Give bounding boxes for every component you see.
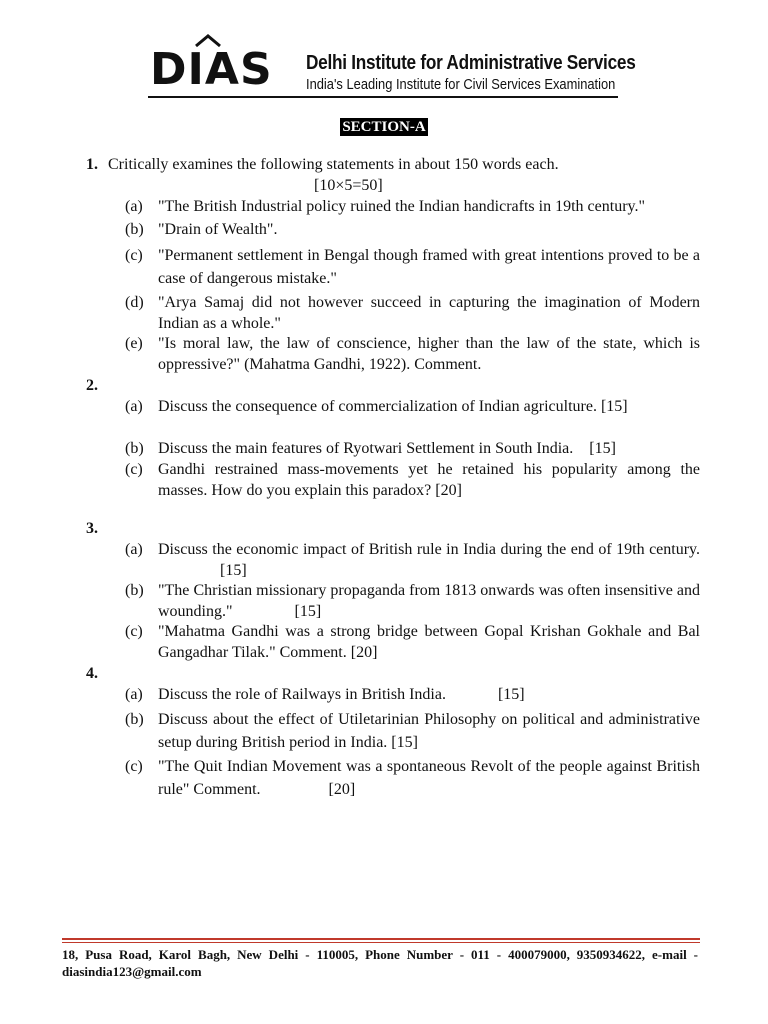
item-marks: [20] [328,781,356,798]
item-text: "Permanent settlement in Bengal though framed with great intentions proved to be a case of dangerous mistake." [158,247,700,287]
item-text [158,539,700,581]
question-item [125,580,700,622]
item-text-body: "The Quit Indian Movement was a spontaneous Revolt of the people against British rule" Comment. [158,758,700,798]
question-item [125,396,700,417]
item-label: (a) [125,541,143,558]
item-text [158,580,700,622]
question-number: 1. [86,156,98,173]
question-item [125,333,700,375]
item-text-body: Discuss the role of Railways in British India. [158,686,446,703]
institute-name: Delhi Institute for Administrative Services [306,52,636,74]
item-label: (c) [125,461,143,478]
item-marks: [15] [497,686,525,703]
question-item [125,459,700,501]
question-item [125,621,700,663]
question-item [125,708,700,754]
page-header [148,34,636,98]
question-number: 2. [86,377,98,394]
item-label: (c) [125,623,143,640]
item-label: (b) [125,221,144,238]
question-item [125,755,700,801]
item-text-body: Discuss the economic impact of British rule in India during the end of 19th century. [158,541,700,558]
item-label: (a) [125,686,143,703]
question-number: 4. [86,665,98,682]
item-label: (a) [125,398,143,415]
item-text: Discuss the consequence of commercialization of Indian agriculture. [15] [158,398,628,415]
question-item [125,219,700,240]
item-text: Gandhi restrained mass-movements yet he retained his popularity among the masses. How do you explain this paradox? [20] [158,461,700,499]
item-label: (c) [125,247,143,264]
institute-tagline: India's Leading Institute for Civil Services Examination [306,76,616,93]
item-marks: [15] [294,603,322,620]
question-item [125,292,700,334]
item-label: (e) [125,335,143,352]
item-text: "Mahatma Gandhi was a strong bridge between Gopal Krishan Gokhale and Bal Gangadhar Tilak." Comment. [20] [158,623,700,661]
item-label: (c) [125,758,143,775]
item-text: "Drain of Wealth". [158,221,278,238]
item-text: "Is moral law, the law of conscience, higher than the law of the state, which is oppressive?" (Mahatma Gandhi, 1922). Comment. [158,335,700,373]
dias-logo [150,34,290,94]
question-text: Critically examines the following statements in about 150 words each. [108,156,559,173]
header-divider [148,96,618,98]
section-title: SECTION-A [342,119,426,135]
question-item [125,438,700,459]
item-label: (d) [125,294,144,311]
question-marks: [10×5=50] [314,177,383,194]
footer-divider [62,938,700,940]
question-item [125,196,700,217]
item-label: (b) [125,711,144,728]
logo-wordmark: DIAS [150,44,273,95]
item-label: (a) [125,198,143,215]
section-heading [0,118,768,136]
item-text [158,755,700,801]
item-text: Discuss about the effect of Utiletarinian Philosophy on political and administrative setup during British period in India. [15] [158,711,700,751]
question-item [125,684,700,705]
item-text [158,684,700,705]
item-text: Discuss the main features of Ryotwari Settlement in South India. [15] [158,440,616,457]
item-text-body: "The Christian missionary propaganda from 1813 onwards was often insensitive and wounding." [158,582,700,620]
footer-address: 18, Pusa Road, Karol Bagh, New Delhi - 110005, Phone Number - 011 - 400079000, 9350934622, e-mail - diasindia123@gmail.com [62,947,698,979]
footer-divider-thin [62,942,700,943]
item-text: "Arya Samaj did not however succeed in capturing the imagination of Modern Indian as a whole." [158,294,700,332]
item-label: (b) [125,440,144,457]
question-number: 3. [86,520,98,537]
question-item [125,539,700,581]
item-text: "The British Industrial policy ruined the Indian handicrafts in 19th century." [158,198,646,215]
item-label: (b) [125,582,144,599]
item-marks: [15] [220,562,247,579]
question-item [125,244,700,290]
